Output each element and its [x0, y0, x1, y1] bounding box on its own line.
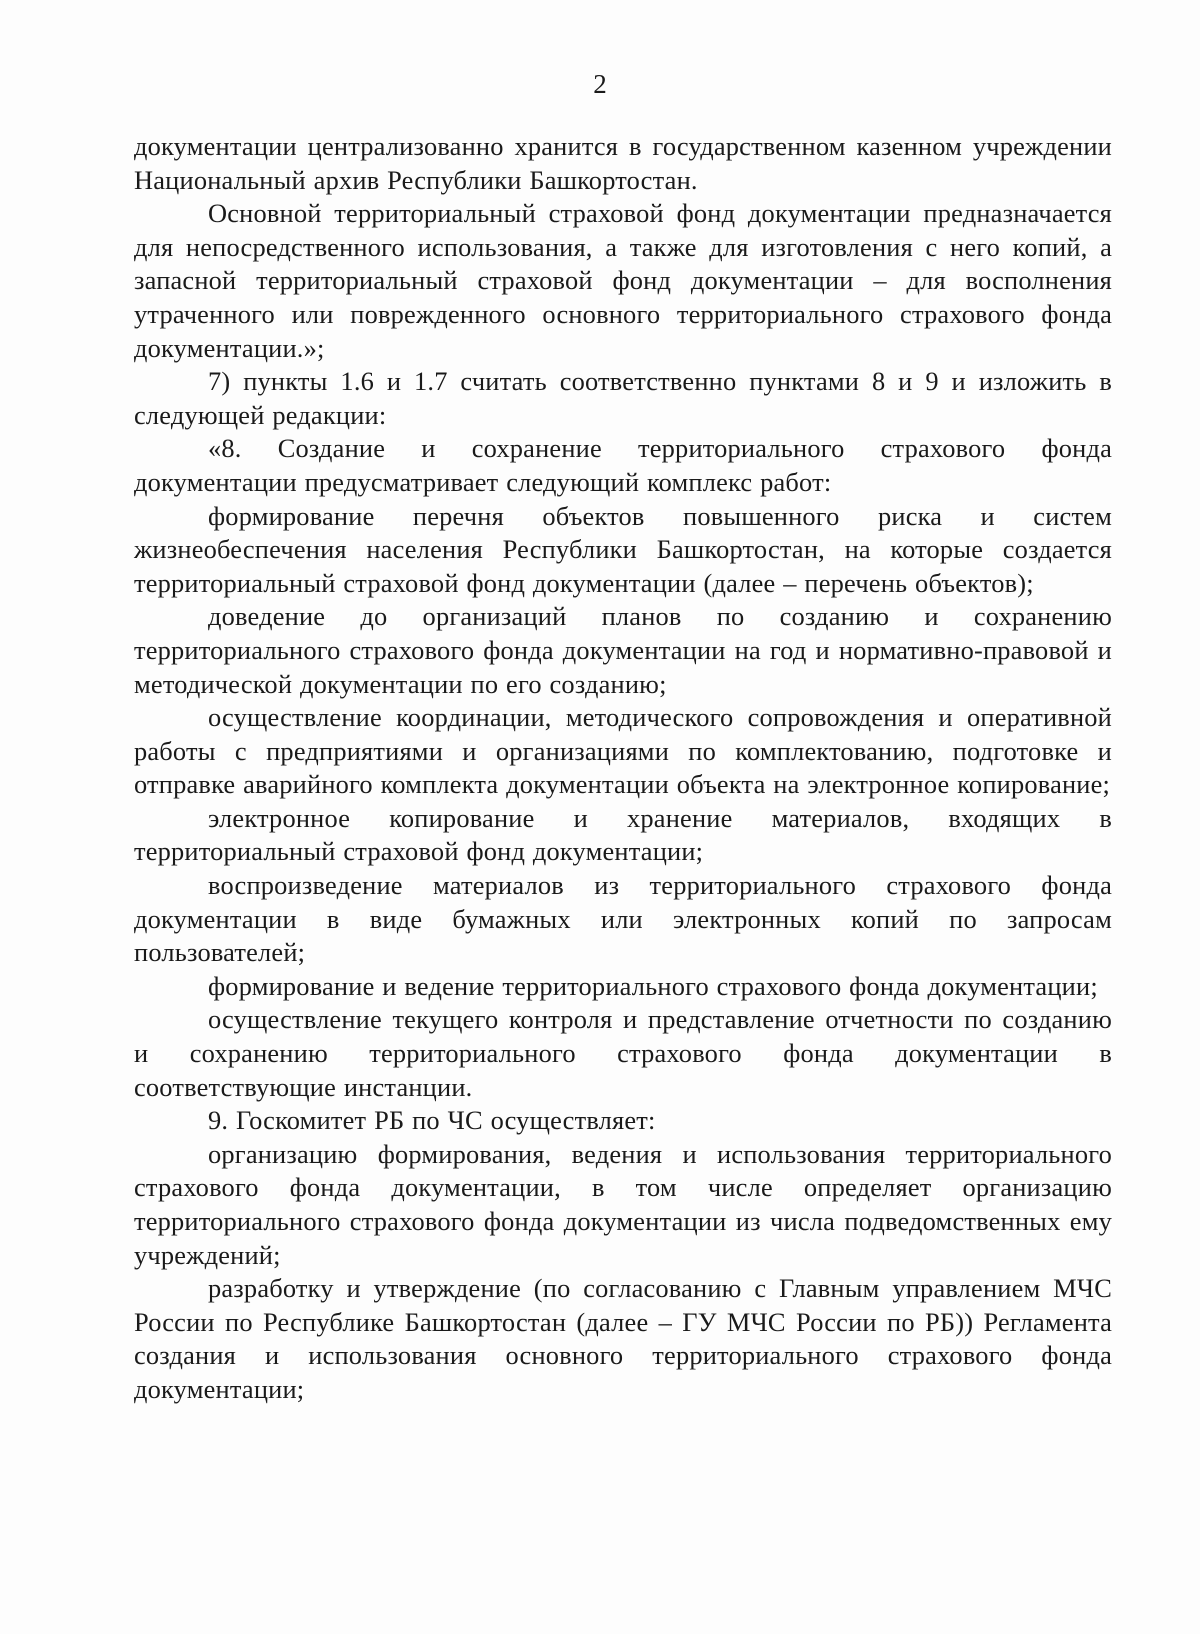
paragraph: формирование и ведение территориального страхового фонда документации; — [208, 970, 1098, 1001]
paragraph: осуществление координации, методического сопровождения и оперативной работы с предприятиями и организациями по комплектованию, подготовке и отправке аварийного комплекта документации объекта на электронное копирование; — [134, 702, 1112, 800]
paragraph: документации централизованно хранится в государственном казенном учреждении Национальный архив Республики Башкортостан. — [134, 131, 1112, 195]
paragraph: «8. Создание и сохранение территориального страхового фонда документации предусматривает следующий комплекс работ: — [134, 433, 1112, 497]
paragraph: электронное копирование и хранение материалов, входящих в территориальный страховой фонд документации; — [134, 802, 1112, 867]
page-number: 2 — [593, 69, 607, 99]
paragraph: 9. Госкомитет РБ по ЧС осуществляет: — [208, 1105, 656, 1136]
paragraph: формирование перечня объектов повышенного риска и систем жизнеобеспечения населения Республики Башкортостан, на которые создается территориальный страховой фонд документации (далее – перечень объектов); — [134, 500, 1112, 598]
paragraph: воспроизведение материалов из территориального страхового фонда документации в виде бумажных или электронных копий по запросам пользователей; — [134, 870, 1112, 968]
paragraph: организацию формирования, ведения и использования территориального страхового фонда документации, в том числе определяет организацию территориального страхового фонда документации из числа подведомственных ему учреждений; — [134, 1138, 1112, 1270]
paragraph: 7) пункты 1.6 и 1.7 считать соответственно пунктами 8 и 9 и изложить в следующей редакции: — [134, 366, 1112, 430]
paragraph: разработку и утверждение (по согласованию с Главным управлением МЧС России по Республике Башкортостан (далее – ГУ МЧС России по РБ)) Регламента создания и использования основного территориального страхового фонда документации; — [134, 1273, 1112, 1404]
paragraph: Основной территориальный страховой фонд документации предназначается для непосредственного использования, а также для изготовления с него копий, а запасной территориальный страховой фонд документации – для восполнения утраченного или поврежденного основного территориального страхового фонда документации.»; — [134, 198, 1112, 363]
paragraph: осуществление текущего контроля и представление отчетности по созданию и сохранению территориального страхового фонда документации в соответствующие инстанции. — [134, 1004, 1112, 1102]
paragraph: доведение до организаций планов по созданию и сохранению территориального страхового фонда документации на год и нормативно-правовой и методической документации по его созданию; — [134, 601, 1112, 699]
document-body — [134, 130, 1112, 1407]
